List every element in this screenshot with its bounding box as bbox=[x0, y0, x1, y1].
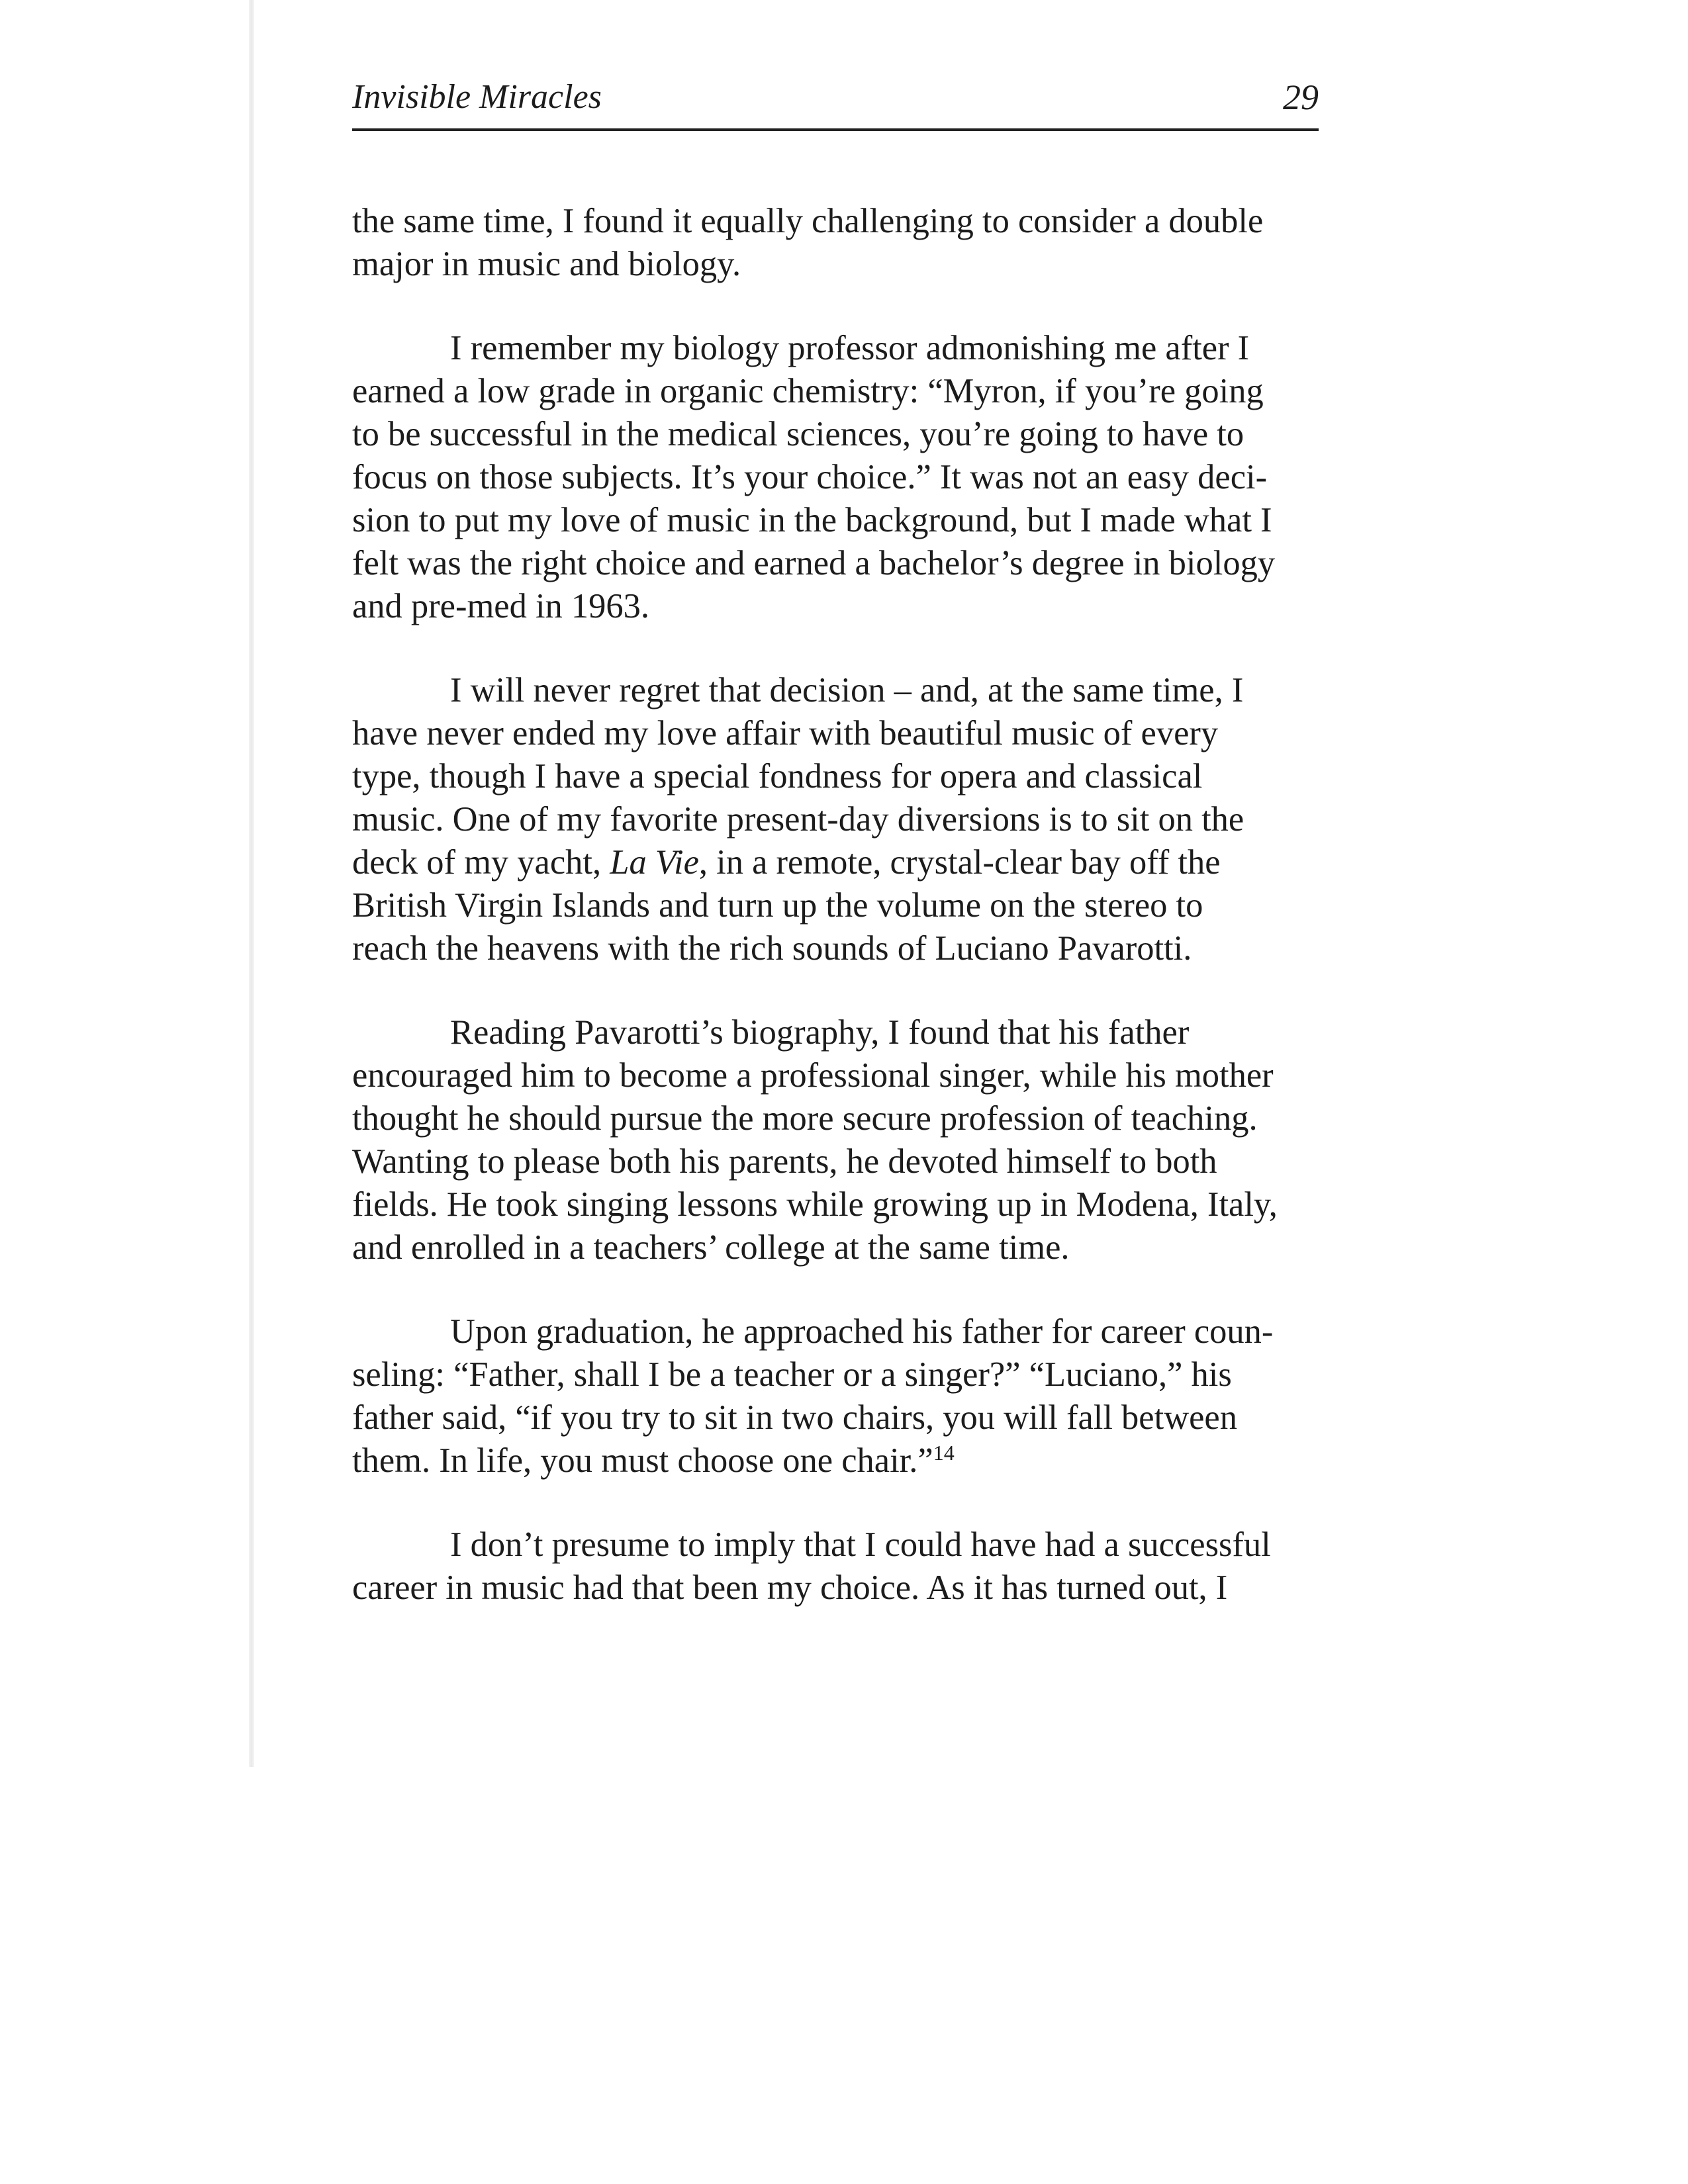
paragraph-3 bbox=[352, 669, 1319, 970]
text-line: reach the heavens with the rich sounds of Luciano Pavarotti. bbox=[352, 929, 1192, 968]
text-line: sion to put my love of music in the background, but I made what I bbox=[352, 501, 1272, 539]
paragraph-2 bbox=[352, 327, 1319, 628]
text-line: Upon graduation, he approached his father for career coun- bbox=[450, 1312, 1274, 1351]
text-line: I don’t presume to imply that I could have had a successful bbox=[450, 1525, 1271, 1564]
text-line: and enrolled in a teachers’ college at the same time. bbox=[352, 1228, 1070, 1267]
text-line: I remember my biology professor admonishing me after I bbox=[450, 329, 1250, 367]
text-line: thought he should pursue the more secure profession of teaching. bbox=[352, 1099, 1258, 1138]
text-line: career in music had that been my choice. As it has turned out, I bbox=[352, 1569, 1228, 1607]
text-line: focus on those subjects. It’s your choice.” It was not an easy deci- bbox=[352, 458, 1268, 496]
text-line: I will never regret that decision – and, at the same time, I bbox=[450, 671, 1244, 709]
text-line: have never ended my love affair with beautiful music of every bbox=[352, 714, 1219, 752]
yacht-line-before: deck of my yacht, bbox=[352, 843, 610, 882]
paragraph-6 bbox=[352, 1524, 1319, 1610]
scan-gutter-shadow bbox=[249, 0, 254, 1767]
text-line: major in music and biology. bbox=[352, 245, 741, 283]
text-line: to be successful in the medical sciences, you’re going to have to bbox=[352, 415, 1244, 453]
text-line: Reading Pavarotti’s biography, I found that his father bbox=[450, 1013, 1190, 1052]
text-line: music. One of my favorite present-day diversions is to sit on the bbox=[352, 800, 1244, 839]
yacht-line-after: , in a remote, crystal-clear bay off the bbox=[698, 843, 1221, 882]
text-line: Wanting to please both his parents, he devoted himself to both bbox=[352, 1142, 1217, 1181]
footnote-line-text: them. In life, you must choose one chair.” bbox=[352, 1441, 933, 1480]
page-number: 29 bbox=[1283, 77, 1319, 117]
running-head bbox=[352, 74, 1319, 131]
text-line: British Virgin Islands and turn up the volume on the stereo to bbox=[352, 886, 1203, 925]
running-head-title: Invisible Miracles bbox=[352, 78, 602, 116]
text-line-yacht bbox=[352, 841, 1319, 884]
yacht-name: La Vie bbox=[610, 843, 699, 882]
text-line: encouraged him to become a professional singer, while his mother bbox=[352, 1056, 1274, 1095]
text-line-footnote bbox=[352, 1439, 1319, 1482]
paragraph-1 bbox=[352, 200, 1319, 286]
paragraph-4 bbox=[352, 1011, 1319, 1269]
text-line: fields. He took singing lessons while growing up in Modena, Italy, bbox=[352, 1185, 1278, 1224]
text-line: felt was the right choice and earned a bachelor’s degree in biology bbox=[352, 544, 1276, 582]
footnote-reference: 14 bbox=[933, 1441, 955, 1465]
text-line: type, though I have a special fondness for opera and classical bbox=[352, 757, 1203, 796]
text-line: earned a low grade in organic chemistry: “Myron, if you’re going bbox=[352, 372, 1264, 410]
text-line: seling: “Father, shall I be a teacher or a singer?” “Luciano,” his bbox=[352, 1355, 1232, 1394]
paragraph-5 bbox=[352, 1310, 1319, 1482]
body-text bbox=[352, 200, 1319, 1651]
text-line: and pre-med in 1963. bbox=[352, 587, 650, 625]
text-line: father said, “if you try to sit in two chairs, you will fall between bbox=[352, 1398, 1237, 1437]
text-line: the same time, I found it equally challenging to consider a double bbox=[352, 202, 1264, 240]
